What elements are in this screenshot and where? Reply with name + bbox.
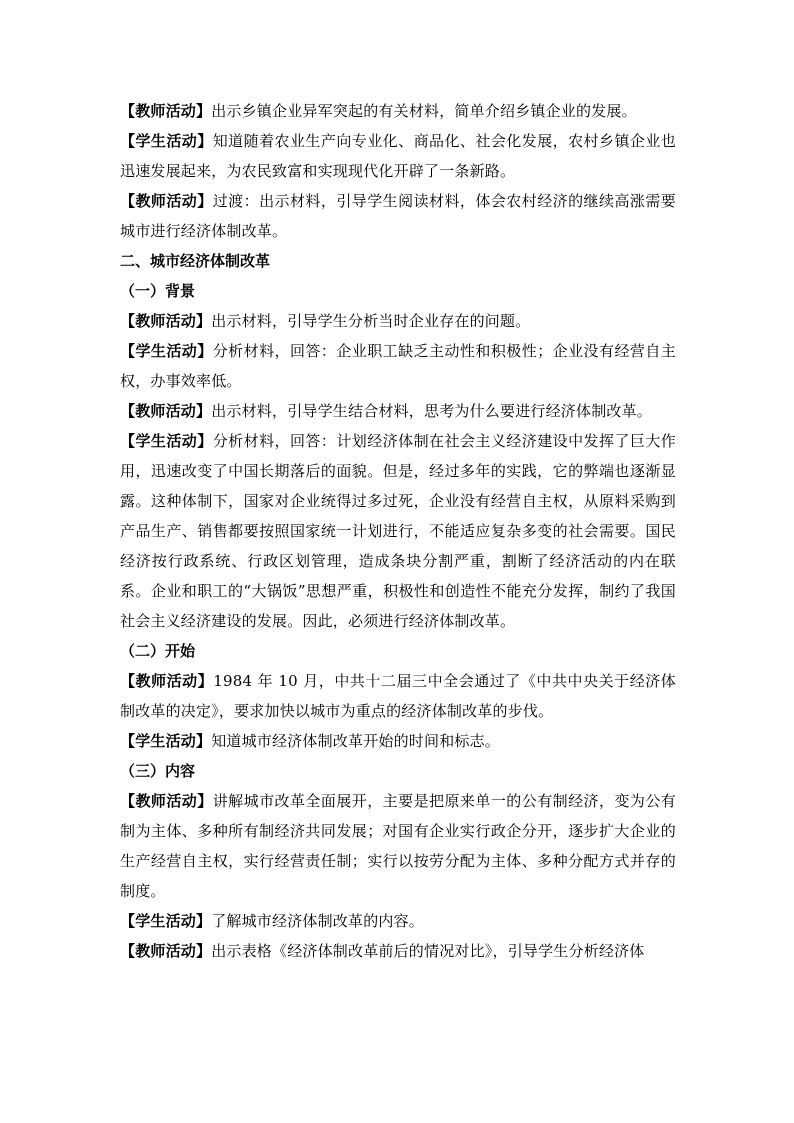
paragraph-text: 知道随着农业生产向专业化、商品化、社会化发展，农村乡镇企业也迅速发展起来，为农民致富和实现现代化开辟了一条新路。	[120, 132, 676, 180]
paragraph-text: 出示乡镇企业异军突起的有关材料，简单介绍乡镇企业的发展。	[211, 102, 637, 120]
paragraph-text: 分析材料，回答：计划经济体制在社会主义经济建设中发挥了巨大作用，迅速改变了中国长期落后的面貌。但是，经过多年的实践，它的弊端也逐渐显露。这种体制下，国家对企业统得过多过死，企业没有经营自主权，从原料采购到产品生产、销售都要按照国家统一计划进行，不能适应复杂多变的社会需要。国民经济按行政系统、行政区划管理，造成条块分割严重，割断了经济活动的内在联系。企业和职工的“大锅饭”思想严重，积极性和创造性不能充分发挥，制约了我国社会主义经济建设的发展。因此，必须进行经济体制改革。	[120, 432, 676, 630]
paragraph-text: 讲解城市改革全面展开，主要是把原来单一的公有制经济，变为公有制为主体、多种所有制经济共同发展；对国有企业实行政企分开，逐步扩大企业的生产经营自主权，实行经营责任制；实行以按劳分配为主体、多种分配方式并存的制度。	[120, 792, 676, 900]
paragraph	[120, 666, 676, 726]
paragraph-text: 知道城市经济体制改革开始的时间和标志。	[211, 732, 501, 750]
paragraph-text: 出示材料，引导学生分析当时企业存在的问题。	[211, 312, 531, 330]
activity-tag: 【教师活动】	[120, 792, 213, 810]
subsection-heading: （二）开始	[120, 642, 196, 660]
subsection-heading: （三）内容	[120, 762, 196, 780]
paragraph	[120, 936, 676, 966]
paragraph	[120, 186, 676, 246]
paragraph-text: 出示材料，引导学生结合材料，思考为什么要进行经济体制改革。	[211, 402, 653, 420]
activity-tag: 【教师活动】	[120, 402, 212, 420]
activity-tag: 【教师活动】	[120, 942, 212, 960]
subsection-heading: （一）背景	[120, 282, 196, 300]
document-page	[120, 96, 676, 966]
paragraph	[120, 126, 676, 186]
paragraph-text: 1984 年 10 月，中共十二届三中全会通过了《中共中央关于经济体制改革的决定》，要求加快以城市为重点的经济体制改革的步伐。	[120, 672, 676, 720]
paragraph-text: 过渡：出示材料，引导学生阅读材料，体会农村经济的继续高涨需要城市进行经济体制改革。	[120, 192, 676, 240]
activity-tag: 【学生活动】	[120, 432, 213, 450]
paragraph	[120, 786, 676, 906]
paragraph	[120, 906, 676, 936]
paragraph	[120, 396, 676, 426]
paragraph	[120, 426, 676, 636]
activity-tag: 【教师活动】	[120, 312, 212, 330]
activity-tag: 【教师活动】	[120, 192, 213, 210]
paragraph	[120, 306, 676, 336]
activity-tag: 【教师活动】	[120, 672, 214, 690]
paragraph-text: 分析材料，回答：企业职工缺乏主动性和积极性；企业没有经营自主权，办事效率低。	[120, 342, 676, 390]
paragraph-text: 出示表格《经济体制改革前后的情况对比》，引导学生分析经济体	[211, 942, 645, 960]
section-heading: 二、城市经济体制改革	[120, 252, 271, 270]
activity-tag: 【教师活动】	[120, 102, 212, 120]
paragraph	[120, 96, 676, 126]
paragraph	[120, 336, 676, 396]
paragraph-text: 了解城市经济体制改革的内容。	[211, 912, 425, 930]
activity-tag: 【学生活动】	[120, 342, 213, 360]
activity-tag: 【学生活动】	[120, 912, 212, 930]
activity-tag: 【学生活动】	[120, 732, 212, 750]
paragraph	[120, 726, 676, 756]
activity-tag: 【学生活动】	[120, 132, 213, 150]
